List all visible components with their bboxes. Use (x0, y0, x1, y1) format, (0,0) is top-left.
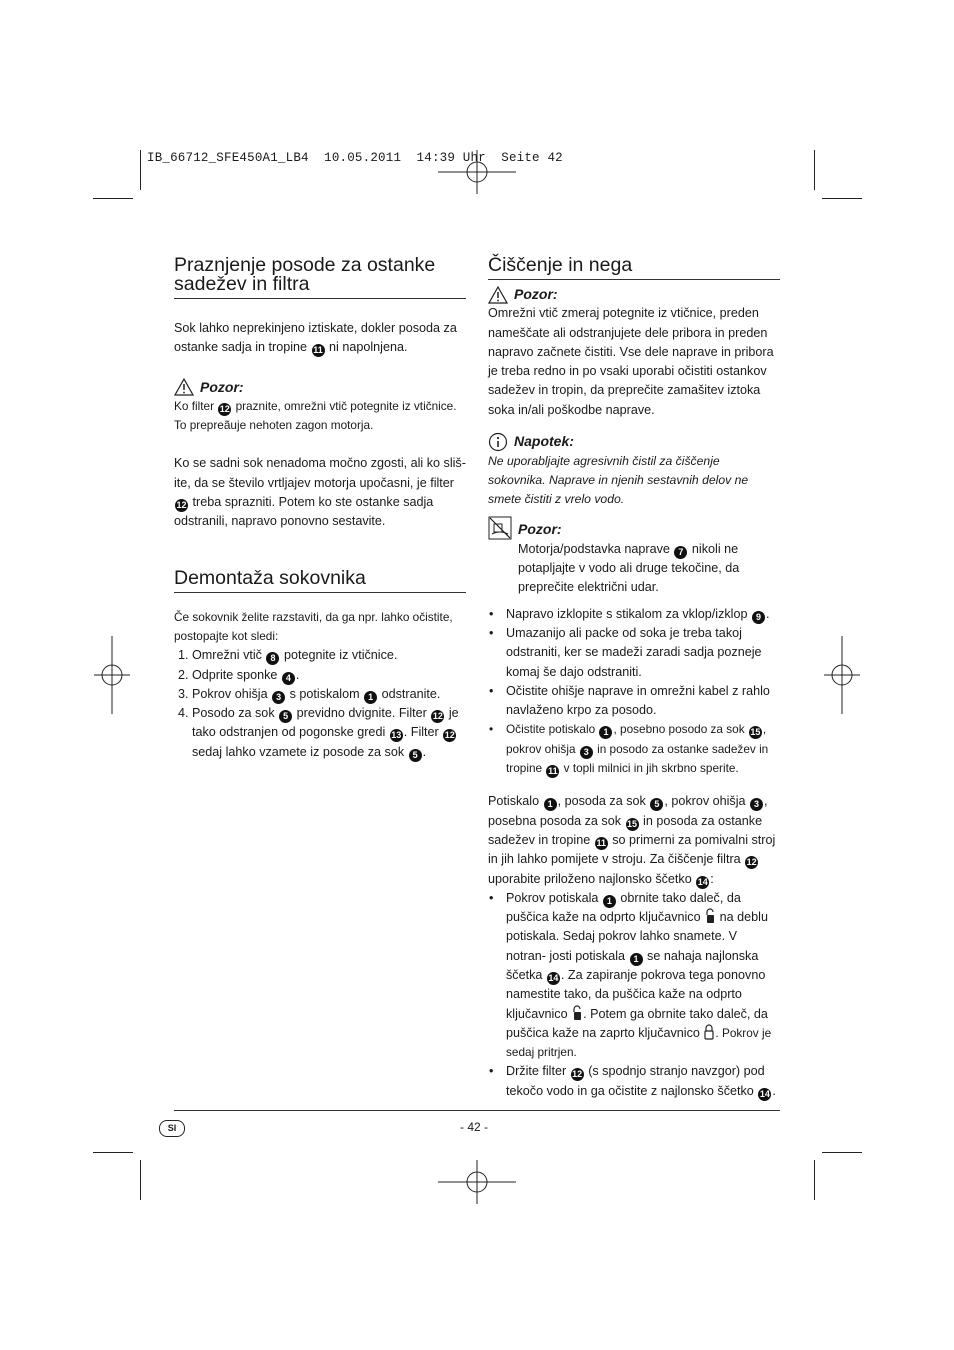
step-list (174, 646, 466, 762)
crop-mark (822, 1152, 862, 1153)
list-item: • Očistite potiskalo 1 , posebno posodo za sok 15 , pokrov ohišja 3 in posodo za ostanke sadežev in tropine 11 v topli milnici in jih skrbno sperite. (506, 720, 780, 778)
language-badge: SI (159, 1120, 185, 1137)
crop-mark (93, 1152, 133, 1153)
print-slug: IB_66712_SFE450A1_LB4 10.05.2011 14:39 Uhr Seite 42 (147, 151, 563, 165)
crop-mark (814, 150, 815, 190)
crop-mark (140, 150, 141, 190)
warning-text: Motorja/podstavka naprave 7 nikoli ne potapljajte v vodo ali druge tekočine, da preprečite električni udar. (518, 541, 740, 595)
list-item: 3. Pokrov ohišja 3 s potiskalom 1 odstranite. (192, 685, 466, 704)
tip-text: Ne uporabljajte agresivnih čistil za čiščenje sokovnika. Naprave in njenih sestavnih delov ne smete čistiti z vrelo vodo. (488, 454, 749, 506)
water-warning: Pozor: Motorja/podstavka naprave 7 nikoli ne potapljajte v vodo ali druge tekočine, da preprečite električni udar. (488, 516, 780, 597)
tip-heading: Napotek: (488, 432, 780, 452)
info-icon (488, 432, 508, 452)
paragraph: Sok lahko neprekinjeno iztiskate, dokler posoda za ostanke sadja in tropine 11 ni napolnjena. (174, 321, 457, 356)
crop-mark (822, 198, 862, 199)
section-heading: Praznjenje posode za ostanke sadežev in filtra (174, 256, 466, 299)
list-item: 1. Omrežni vtič 8 potegnite iz vtičnice. (192, 646, 466, 665)
list-item: 4. Posodo za sok 5 previdno dvignite. Filter 12 je tako odstranjen od pogonske gredi 13 . Filter 12 sedaj lahko vzamete iz posode za sok 5 . (192, 704, 466, 762)
left-column (174, 256, 466, 762)
warning-heading: Pozor: (488, 285, 780, 304)
list-item: • Držite filter 12 (s spodnjo stranjo navzgor) pod tekočo vodo in ga očistite z najlonsko ščetko 14 . (506, 1062, 780, 1101)
registration-mark-bottom (438, 1160, 516, 1204)
warning-icon (174, 378, 194, 396)
warning-icon (488, 286, 508, 304)
registration-mark-right (824, 636, 860, 714)
paragraph: Ko se sadni sok nenadoma močno zgosti, ali ko sliš- ite, da se število vrtljajev motorja upočasni, je filter 12 treba sprazniti. Potem ko ste ostanke sadja odstranili, napravo ponovno sestavite. (174, 456, 466, 529)
list-item: • Očistite ohišje naprave in omrežni kabel z rahlo navlaženo krpo za posodo. (506, 682, 780, 721)
warning-heading: Pozor: (174, 378, 466, 397)
bullet-list (488, 889, 780, 1101)
crop-mark (140, 1160, 141, 1200)
lock-open-icon (704, 908, 716, 924)
crop-mark (93, 198, 133, 199)
list-item: • Pokrov potiskala 1 obrnite tako daleč, da puščica kaže na odprto ključavnico na deblu potiskala. Sedaj pokrov lahko snamete. V notran- josti potiskala 1 se nahaja najlonska ščetka 14 . Za zapiranje pokrova tega ponovno namestite tako, da puščica kaže na odprto ključavnico . Potem ga obrnite tako daleč, da puščica kaže na zaprto ključavnico . Pokrov je sedaj pritrjen. (506, 889, 780, 1063)
right-column (488, 256, 780, 1101)
section-heading: Demontaža sokovnika (174, 569, 466, 593)
lock-closed-icon (703, 1024, 715, 1040)
section-heading: Čiščenje in nega (488, 256, 780, 280)
no-water-icon (488, 516, 514, 540)
paragraph: Če sokovnik želite razstaviti, da ga npr. lahko očistite, postopajte kot sledi: (174, 609, 453, 643)
paragraph: Potiskalo 1 , posoda za sok 5 , pokrov ohišja 3 , posebna posoda za sok 15 in posoda za ostanke sadežev in tropine 11 so primerni za pomivalni stroj in jih lahko pomijete v stroju. Za čiščenje filtra 12 uporabite priloženo najlonsko ščetko 14 : (488, 794, 776, 887)
lock-open-icon (571, 1005, 583, 1021)
warning-text: Omrežni vtič zmeraj potegnite iz vtičnice, preden nameščate ali odstranjujete dele pribora in preden napravo začnete čistiti. Vse dele naprave in pribora je treba redno in po vsaki uporabi očistiti ostankov sadežev in tropin, da preprečite zamašitev iztoka soka in/ali poškodbe naprave. (488, 306, 774, 417)
list-item: • Napravo izklopite s stikalom za vklop/izklop 9 . (506, 605, 780, 624)
list-item: • Umazanijo ali packe od soka je treba takoj odstraniti, ker se madeži zaradi sadja pozneje komaj še dajo odstraniti. (506, 624, 780, 682)
warning-text: Ko filter 12 praznite, omrežni vtič potegnite iz vtičnice. To prepreãuje nehoten zagon motorja. (174, 398, 457, 433)
footer-rule (174, 1110, 780, 1111)
page-number: - 42 - (460, 1120, 489, 1134)
part-number: 11 (313, 345, 323, 356)
crop-mark (814, 1160, 815, 1200)
registration-mark-left (94, 636, 130, 714)
bullet-list (488, 605, 780, 779)
list-item: 2. Odprite sponke 4 . (192, 666, 466, 685)
